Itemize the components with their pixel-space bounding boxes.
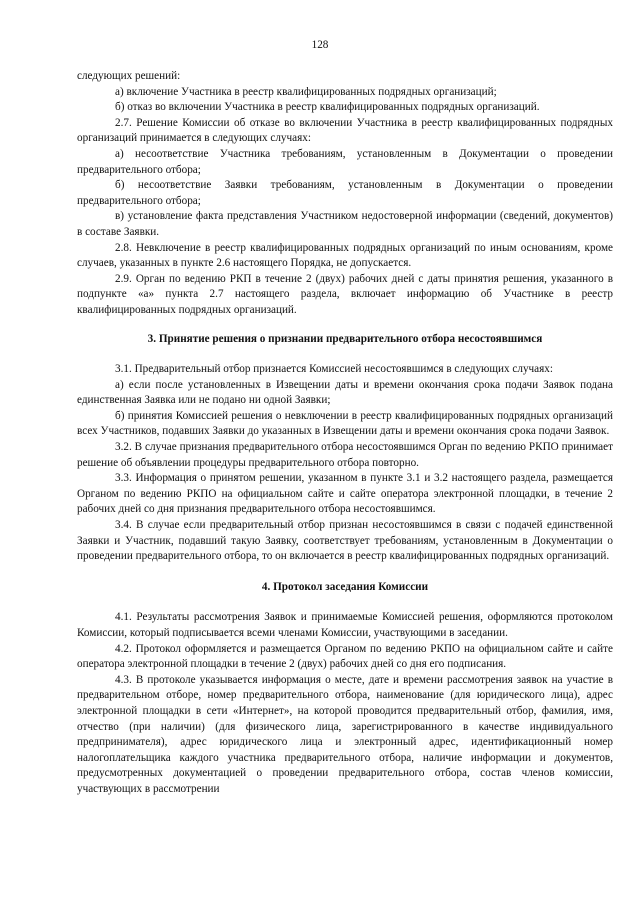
paragraph-3-3: 3.3. Информация о принятом решении, указанном в пункте 3.1 и 3.2 настоящего раздела, размещается Органом по ведению РКПО на официальном сайте и сайте оператора электронной площадки, в течение 2 рабочих дней со дня признания предварительного отбора несостоявшимся. [77,472,613,516]
paragraph-3-1: 3.1. Предварительный отбор признается Комиссией несостоявшимся в следующих случаях: [115,363,553,376]
section-4-heading: 4. Протокол заседания Комиссии [261,580,429,593]
paragraph-4-1: 4.1. Результаты рассмотрения Заявок и принимаемые Комиссией решения, оформляются протоколом Комиссии, который подписывается всеми членами Комиссии, участвующими в заседании. [77,611,613,639]
paragraph-continuation: следующих решений: [77,70,181,82]
paragraph-2-7-b: б) несоответствие Заявки требованиям, установленным в Документации о проведении предварительного отбора; [77,179,613,207]
paragraph-4-2: 4.2. Протокол оформляется и размещается Органом по ведению РКПО на официальном сайте и сайте оператора электронной площадки в течение 2 (двух) рабочих дней со дня его подписания. [77,642,613,671]
paragraph-3-1-a: а) если после установленных в Извещении даты и времени окончания срока подачи Заявок подана единственная Заявка или не подано ни одной Заявки; [77,378,613,407]
paragraph-2-8: 2.8. Невключение в реестр квалифицированных подрядных организаций по иным основаниям, кроме случаев, указанных в пункте 2.6 настоящего Порядка, не допускается. [77,241,613,270]
paragraph-2-7: 2.7. Решение Комиссии об отказе во включении Участника в реестр квалифицированных подрядных организаций принимается в следующих случаях: [77,116,613,145]
page-number: 128 [311,39,329,51]
paragraph-2-6-b: б) отказ во включении Участника в реестр квалифицированных подрядных организаций. [115,101,540,114]
section-3-heading: 3. Принятие решения о признании предварительного отбора несостоявшимся [147,332,543,345]
paragraph-4-3: 4.3. В протоколе указывается информация о месте, дате и времени рассмотрения заявок на участие в предварительном отборе, номер предварительного отбора, наименование (для юридического лица), адрес электронной площадки в сети «Интернет», на которой проводится предварительный отбор, фамилия, имя, отчество (при наличии) (для физического лица, зарегистрированного в качестве индивидуального предпринимателя), адрес юридического лица и электронный адрес, идентификационный номер налогоплательщика каждого участника предварительного отбора, наличие информации и документов, предусмотренных документацией о проведении предварительного отбора, состав членов комиссии, участвующих в рассмотрении [77,673,613,795]
paragraph-2-9: 2.9. Орган по ведению РКП в течение 2 (двух) рабочих дней с даты принятия решения, указанного в подпункте «а» пункта 2.7 настоящего раздела, включает информацию об Участнике в реестр квалифицированных подрядных организаций. [77,272,613,316]
document-body [77,69,613,798]
paragraph-2-6-a: а) включение Участника в реестр квалифицированных подрядных организаций; [115,85,497,98]
paragraph-3-1-b: б) принятия Комиссией решения о невключении в реестр квалифицированных подрядных организаций всех Участников, подавших Заявки до указанных в Извещении даты и времени окончания срока подачи Заявок. [77,409,613,438]
paragraph-3-4: 3.4. В случае если предварительный отбор признан несостоявшимся в связи с подачей единственной Заявки и Участник, подавший такую Заявку, соответствует требованиям, установленным в Документации о проведении предварительного отбора, то он включается в реестр квалифицированных подрядных организаций. [77,519,613,563]
paragraph-3-2: 3.2. В случае признания предварительного отбора несостоявшимся Орган по ведению РКПО принимает решение об объявлении процедуры предварительного отбора повторно. [77,441,613,469]
paragraph-2-7-a: а) несоответствие Участника требованиям, установленным в Документации о проведении предварительного отбора; [77,147,613,176]
paragraph-2-7-c: в) установление факта представления Участником недостоверной информации (сведений, документов) в составе Заявки. [77,210,613,238]
